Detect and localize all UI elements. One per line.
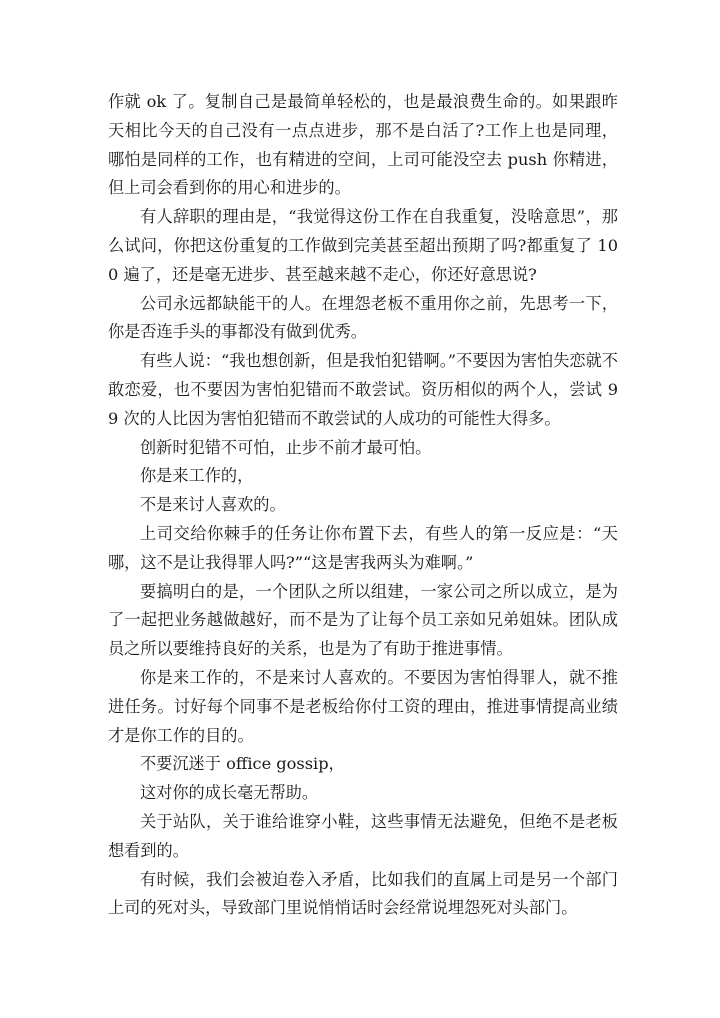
paragraph: 有时候，我们会被迫卷入矛盾，比如我们的直属上司是另一个部门上司的死对头，导致部门里说悄悄话时会经常说埋怨死对头部门。 [108,869,618,918]
paragraph: 有些人说：“我也想创新，但是我怕犯错啊。”不要因为害怕失恋就不敢恋爱，也不要因为害怕犯错而不敢尝试。资历相似的两个人，尝试 99 次的人比因为害怕犯错而不敢尝试的人成功的可能性大得多。 [108,351,618,428]
paragraph: 作就 ok 了。复制自己是最简单轻松的，也是最浪费生命的。如果跟昨天相比今天的自己没有一点点进步，那不是白活了?工作上也是同理，哪怕是同样的工作，也有精进的空间，上司可能没空去 push 你精进，但上司会看到你的用心和进步的。 [108,92,618,198]
paragraph: 你是来工作的，不是来讨人喜欢的。不要因为害怕得罪人，就不推进任务。讨好每个同事不是老板给你付工资的理由，推进事情提高业绩才是你工作的目的。 [108,667,618,745]
paragraph: 这对你的成长毫无帮助。 [140,783,319,803]
article-body [108,88,618,923]
paragraph: 创新时犯错不可怕，止步不前才最可怕。 [140,437,432,457]
paragraph: 有人辞职的理由是，“我觉得这份工作在自我重复，没啥意思”，那么试问，你把这份重复的工作做到完美甚至超出预期了吗?都重复了 100 遍了，还是毫无进步、甚至越来越不走心，你还好意思说? [108,207,618,284]
paragraph: 要搞明白的是，一个团队之所以组建，一家公司之所以成立，是为了一起把业务越做越好，而不是为了让每个员工亲如兄弟姐妹。团队成员之所以要维持良好的关系，也是为了有助于推进事情。 [108,581,618,659]
paragraph: 公司永远都缺能干的人。在埋怨老板不重用你之前，先思考一下，你是否连手头的事都没有做到优秀。 [108,293,618,342]
paragraph: 关于站队，关于谁给谁穿小鞋，这些事情无法避免，但绝不是老板想看到的。 [108,811,618,860]
paragraph: 上司交给你棘手的任务让你布置下去，有些人的第一反应是：“天哪，这不是让我得罪人吗?”“这是害我两头为难啊。” [108,523,618,572]
paragraph: 不是来讨人喜欢的。 [140,495,286,515]
paragraph: 不要沉迷于 office gossip， [140,754,345,774]
paragraph: 你是来工作的， [140,466,254,486]
